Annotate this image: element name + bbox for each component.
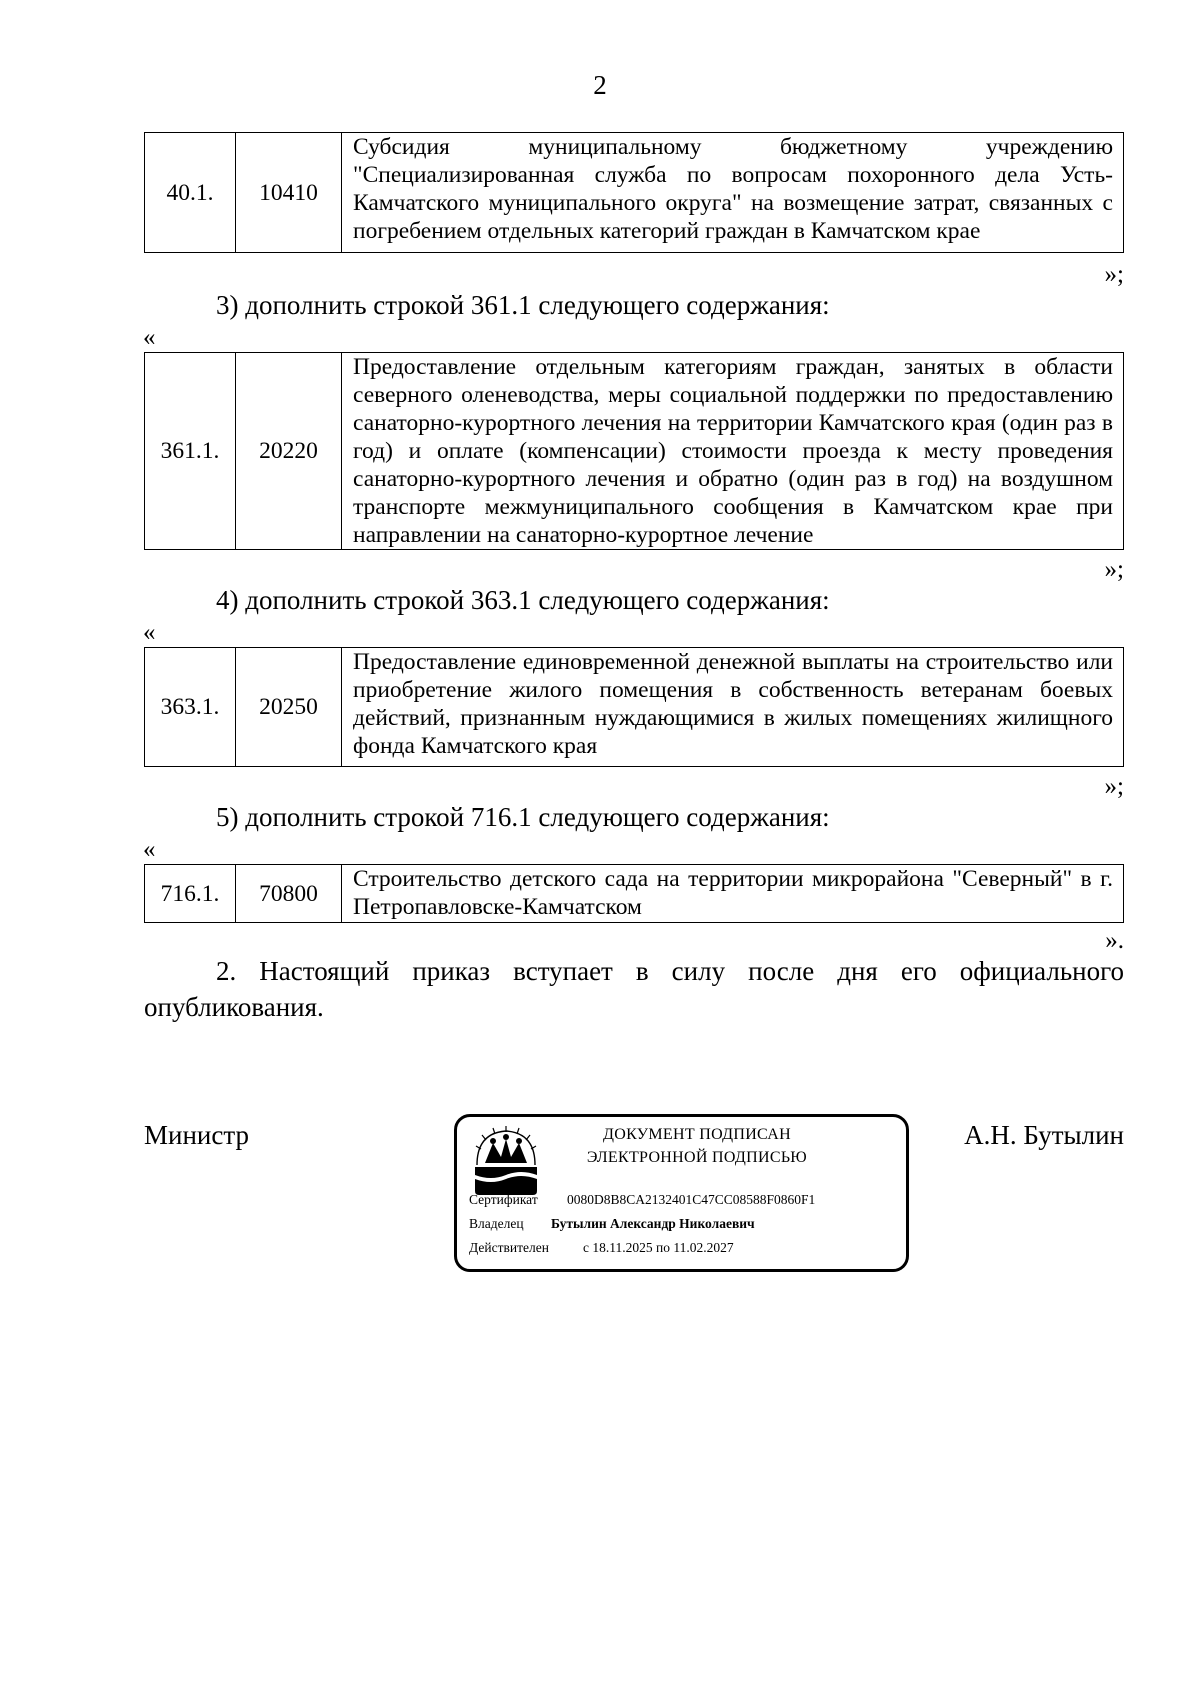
stamp-cert-value: 0080D8B8CA2132401C47CC08588F0860F1 xyxy=(567,1192,816,1207)
row-code: 361.1. xyxy=(145,353,236,550)
row-kbk: 10410 xyxy=(236,133,342,253)
quote-open: « xyxy=(143,836,156,863)
amendment-3: 3) дополнить строкой 361.1 следующего содержания: xyxy=(216,290,830,320)
amendment-5: 5) дополнить строкой 716.1 следующего содержания: xyxy=(216,802,830,832)
stamp-valid-row xyxy=(469,1239,734,1257)
row-code: 40.1. xyxy=(145,133,236,253)
row-kbk: 70800 xyxy=(236,865,342,923)
row-description: Предоставление единовременной денежной выплаты на строительство или приобретение жилого помещения в собственность ветеранам боевых действий, признанным нуждающимися в жилых помещениях жилищного фонда Камчатского края xyxy=(342,648,1124,767)
table-row-40-1 xyxy=(144,132,1124,253)
stamp-cert-label: Сертификат xyxy=(469,1192,538,1207)
signer-name: А.Н. Бутылин xyxy=(964,1120,1124,1150)
row-description: Предоставление отдельным категориям граждан, занятых в области северного оленеводства, меры социальной поддержки по предоставлению санаторно-курортного лечения на территории Камчатского края (один раз в год) и оплате (компенсации) стоимости проезда к месту проведения санаторно-курортного лечения и обратно (один раз в год) на воздушном транспорте межмуниципального сообщения в Камчатском крае при направлении на санаторно-курортное лечение xyxy=(342,353,1124,550)
paragraph-2: 2. Настоящий приказ вступает в силу после дня его официального опубликования. xyxy=(144,956,1124,1022)
row-kbk: 20250 xyxy=(236,648,342,767)
table-row-361-1 xyxy=(144,352,1124,550)
stamp-valid-value: с 18.11.2025 по 11.02.2027 xyxy=(583,1240,734,1255)
page-number: 2 xyxy=(593,70,607,100)
quote-close: »; xyxy=(1104,556,1124,583)
signature-stamp xyxy=(454,1114,909,1272)
quote-open: « xyxy=(143,324,156,351)
stamp-owner-value: Бутылин Александр Николаевич xyxy=(551,1216,755,1231)
amendment-4: 4) дополнить строкой 363.1 следующего содержания: xyxy=(216,585,830,615)
stamp-owner-label: Владелец xyxy=(469,1216,524,1231)
stamp-owner-row xyxy=(469,1215,755,1233)
quote-open: « xyxy=(143,619,156,646)
stamp-title-line2: ЭЛЕКТРОННОЙ ПОДПИСЬЮ xyxy=(586,1149,808,1166)
row-code: 363.1. xyxy=(145,648,236,767)
quote-close: »; xyxy=(1104,773,1124,800)
row-kbk: 20220 xyxy=(236,353,342,550)
quote-close: »; xyxy=(1104,261,1124,288)
stamp-valid-label: Действителен xyxy=(469,1240,549,1255)
row-code: 716.1. xyxy=(145,865,236,923)
stamp-certificate-row xyxy=(469,1191,815,1209)
minister-label: Министр xyxy=(144,1120,249,1150)
row-description: Строительство детского сада на территории микрорайона "Северный" в г. Петропавловске-Камчатском xyxy=(342,865,1124,923)
stamp-title-line1: ДОКУМЕНТ ПОДПИСАН xyxy=(603,1126,791,1143)
quote-close-final: ». xyxy=(1105,927,1124,954)
kamchatka-emblem-icon xyxy=(471,1125,541,1197)
row-description: Субсидия муниципальному бюджетному учреждению "Специализированная служба по вопросам похоронного дела Усть-Камчатского муниципального округа" на возмещение затрат, связанных с погребением отдельных категорий граждан в Камчатском крае xyxy=(342,133,1124,253)
table-row-716-1 xyxy=(144,864,1124,923)
table-row-363-1 xyxy=(144,647,1124,767)
